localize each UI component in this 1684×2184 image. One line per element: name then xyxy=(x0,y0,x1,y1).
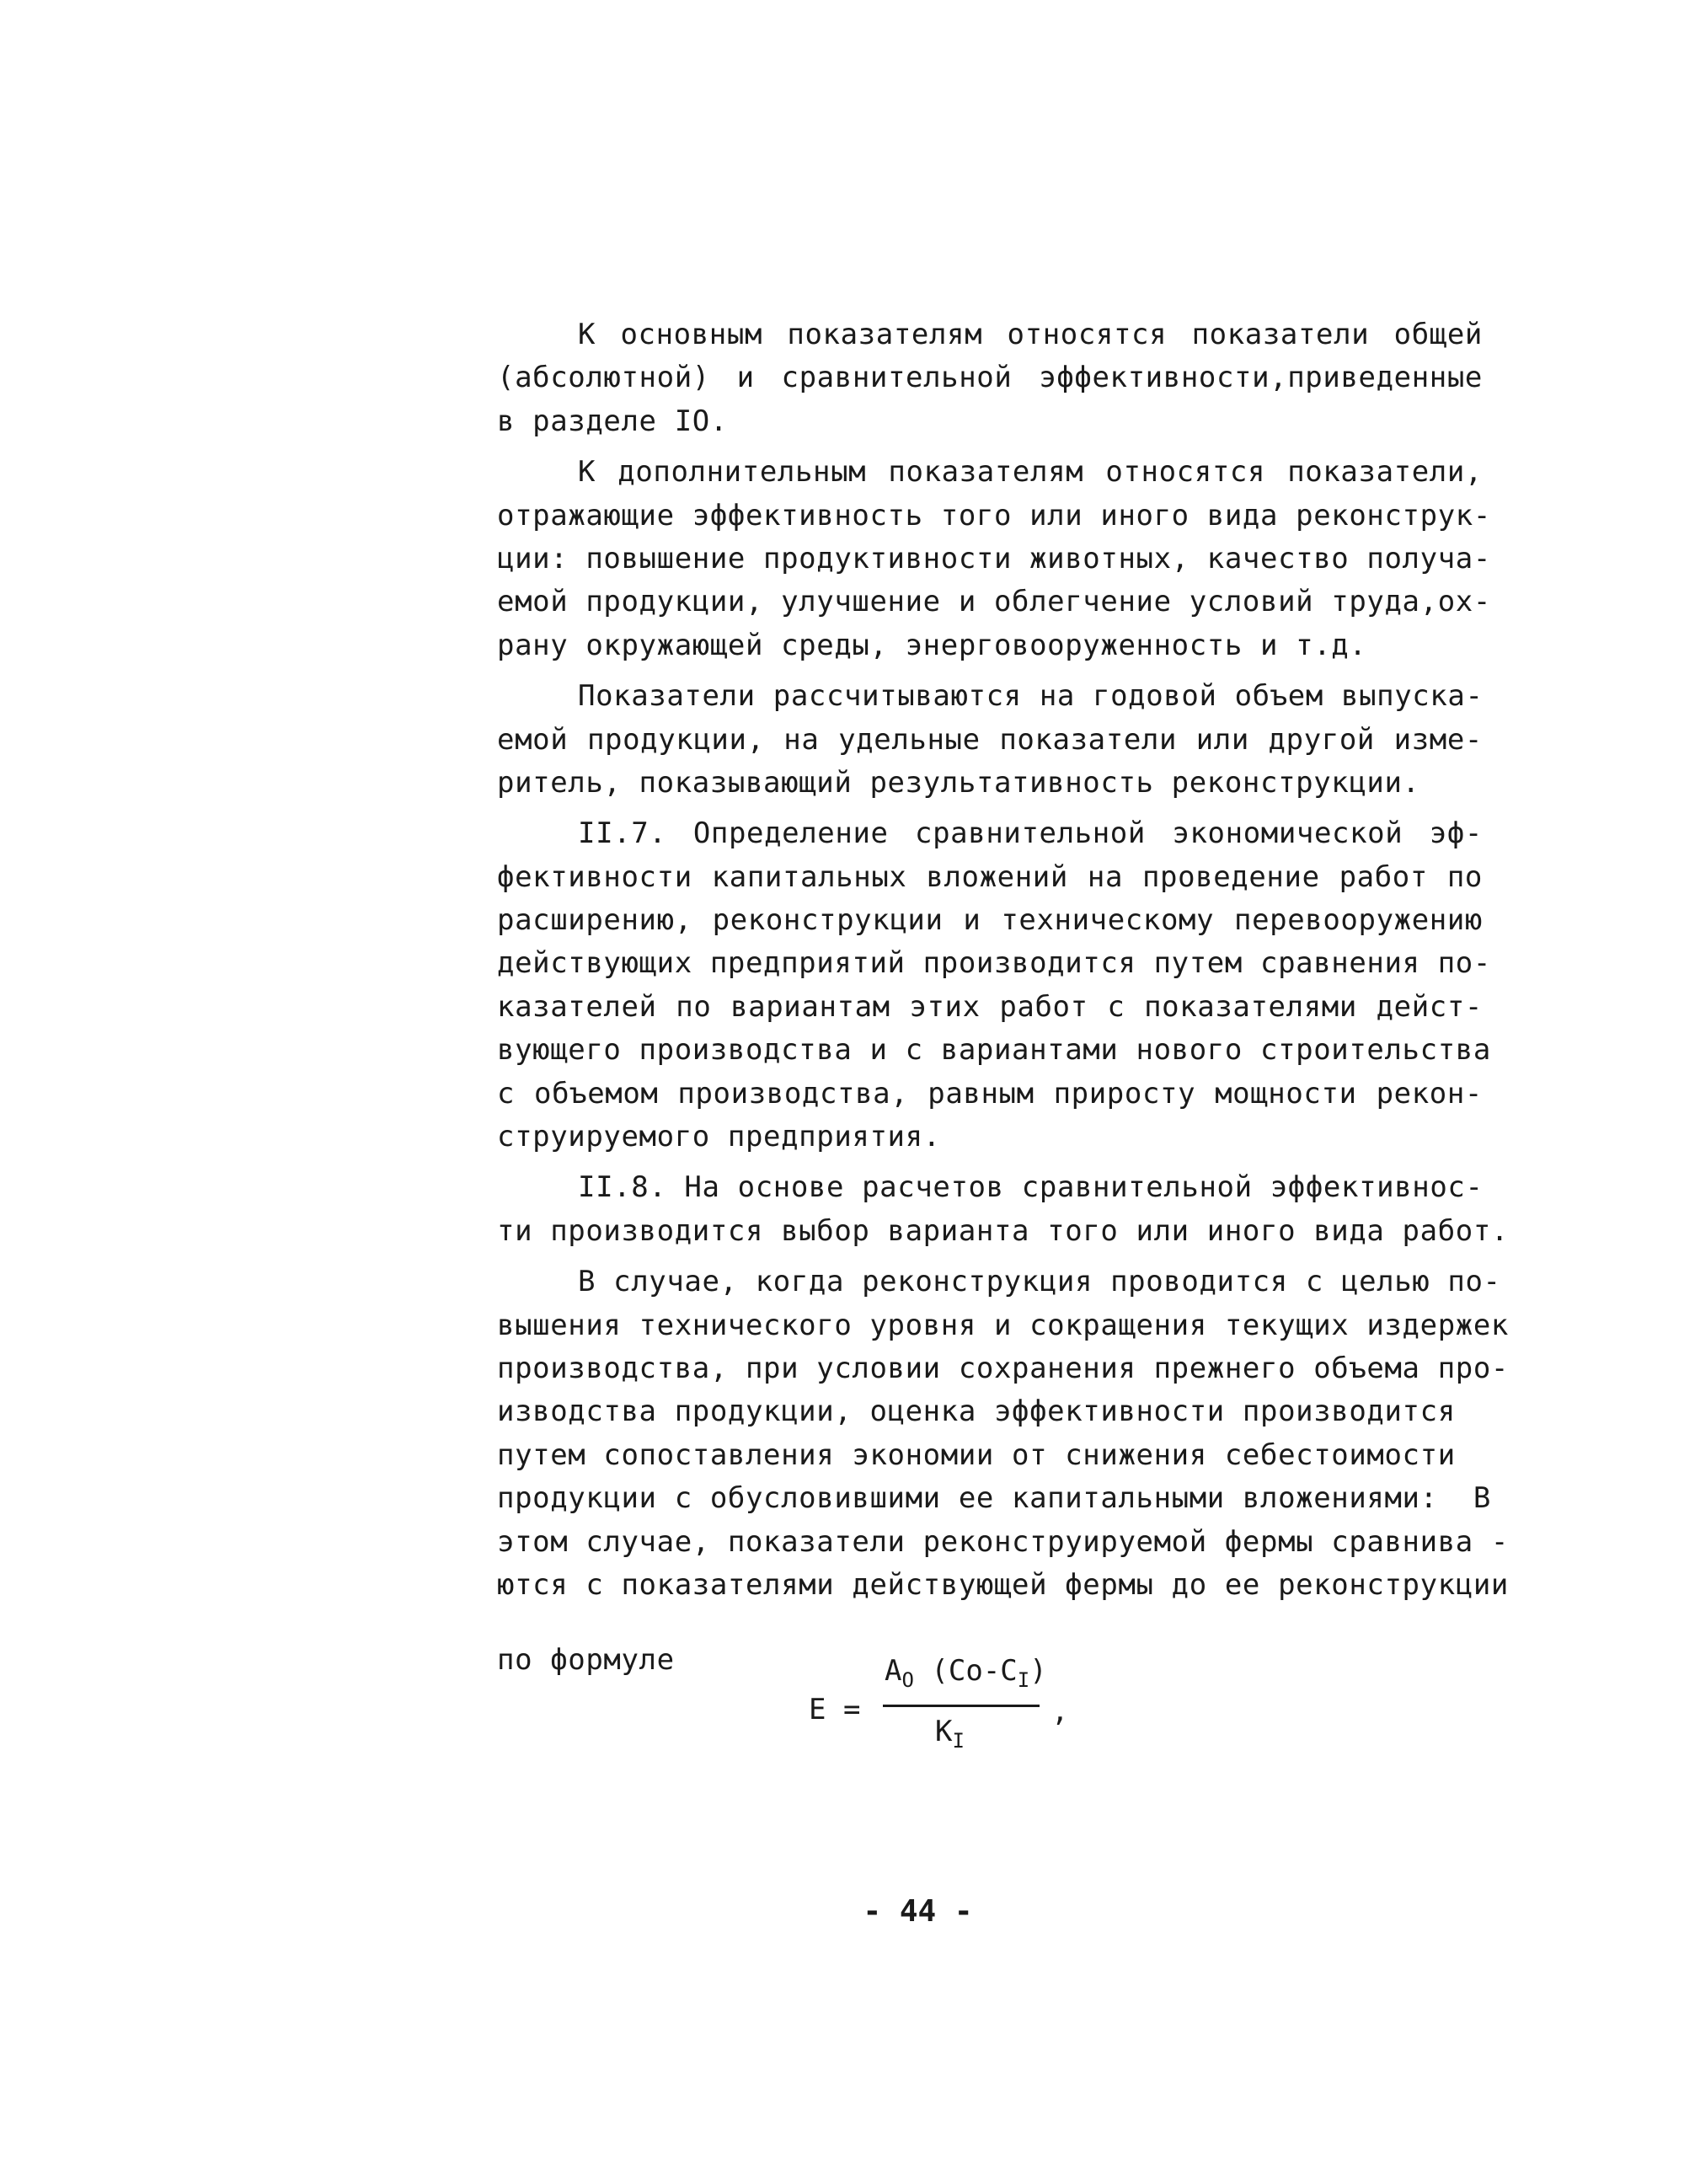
text-line: продукции с обусловившими ее капитальными вложениями: В xyxy=(497,1481,1491,1516)
text-line: изводства продукции, оценка эффективности производится xyxy=(497,1394,1456,1429)
formula-lhs: Е = xyxy=(809,1693,861,1726)
formula-comma: , xyxy=(1051,1694,1069,1728)
page-number: - 44 - xyxy=(863,1894,973,1929)
text-line: в разделе IO. xyxy=(497,404,728,438)
formula-label: по формуле xyxy=(497,1643,675,1677)
text-line: К основным показателям относятся показатели общей xyxy=(578,318,1483,351)
text-line: ти производится выбор варианта того или иного вида работ. xyxy=(497,1213,1509,1248)
text-line: II.8. На основе расчетов сравнительной эффективнос- xyxy=(578,1170,1484,1205)
fraction-bar xyxy=(883,1705,1040,1707)
paragraph-section-11-7 xyxy=(497,812,1491,1159)
efficiency-formula xyxy=(809,1647,1095,1774)
text-line: Показатели рассчитываются на годовой объем выпуска- xyxy=(578,679,1484,714)
text-line: ритель, показывающий результативность реконструкции. xyxy=(497,765,1420,800)
text-line: струируемого предприятия. xyxy=(497,1120,941,1154)
text-line: фективности капитальных вложений на проведение работ по xyxy=(497,859,1483,894)
paragraph-calculation-basis xyxy=(497,675,1483,805)
text-line: ются с показателями действующей фермы до ее реконструкции xyxy=(497,1567,1509,1602)
body-text xyxy=(497,313,1509,1607)
text-line: II.7. Определение сравнительной экономической эф- xyxy=(578,816,1483,851)
text-line: путем сопоставления экономии от снижения себестоимости xyxy=(497,1437,1456,1472)
text-line: с объемом производства, равным приросту мощности рекон- xyxy=(497,1076,1483,1111)
text-line: казателей по вариантам этих работ с показателями дейст- xyxy=(497,989,1483,1024)
text-line: производства, при условии сохранения прежнего объема про- xyxy=(497,1351,1509,1385)
formula-numerator: $А_O$ $(Со-С_I)$ xyxy=(885,1654,1047,1692)
text-line: (абсолютной) и сравнительной эффективности,приведенные xyxy=(497,361,1483,395)
formula-denominator: $К_I$ xyxy=(935,1715,965,1753)
text-line: расширению, реконструкции и техническому перевооружению xyxy=(497,903,1483,938)
text-line: емой продукции, улучшение и облегчение условий труда,ох- xyxy=(497,585,1491,619)
paragraph-reconstruction-case xyxy=(497,1261,1509,1607)
text-line: В случае, когда реконструкция проводится с целью по- xyxy=(578,1265,1501,1299)
text-line: К дополнительным показателям относятся показатели, xyxy=(578,455,1483,490)
text-line: действующих предприятий производится путем сравнения по- xyxy=(497,946,1491,981)
text-line: вующего производства и с вариантами нового строительства xyxy=(497,1033,1491,1068)
paragraph-additional-indicators xyxy=(497,451,1491,667)
paragraph-section-11-8 xyxy=(497,1166,1509,1253)
text-line: емой продукции, на удельные показатели или другой изме- xyxy=(497,722,1483,757)
text-line: рану окружающей среды, энерговооруженность и т.д. xyxy=(497,628,1367,662)
text-line: этом случае, показатели реконструируемой фермы сравнива - xyxy=(497,1524,1509,1559)
text-line: ции: повышение продуктивности животных, качество получа- xyxy=(497,541,1491,575)
paragraph-main-indicators xyxy=(497,313,1483,443)
text-line: вышения технического уровня и сокращения текущих издержек xyxy=(497,1308,1509,1342)
text-line: отражающие эффективность того или иного вида реконструк- xyxy=(497,498,1491,533)
